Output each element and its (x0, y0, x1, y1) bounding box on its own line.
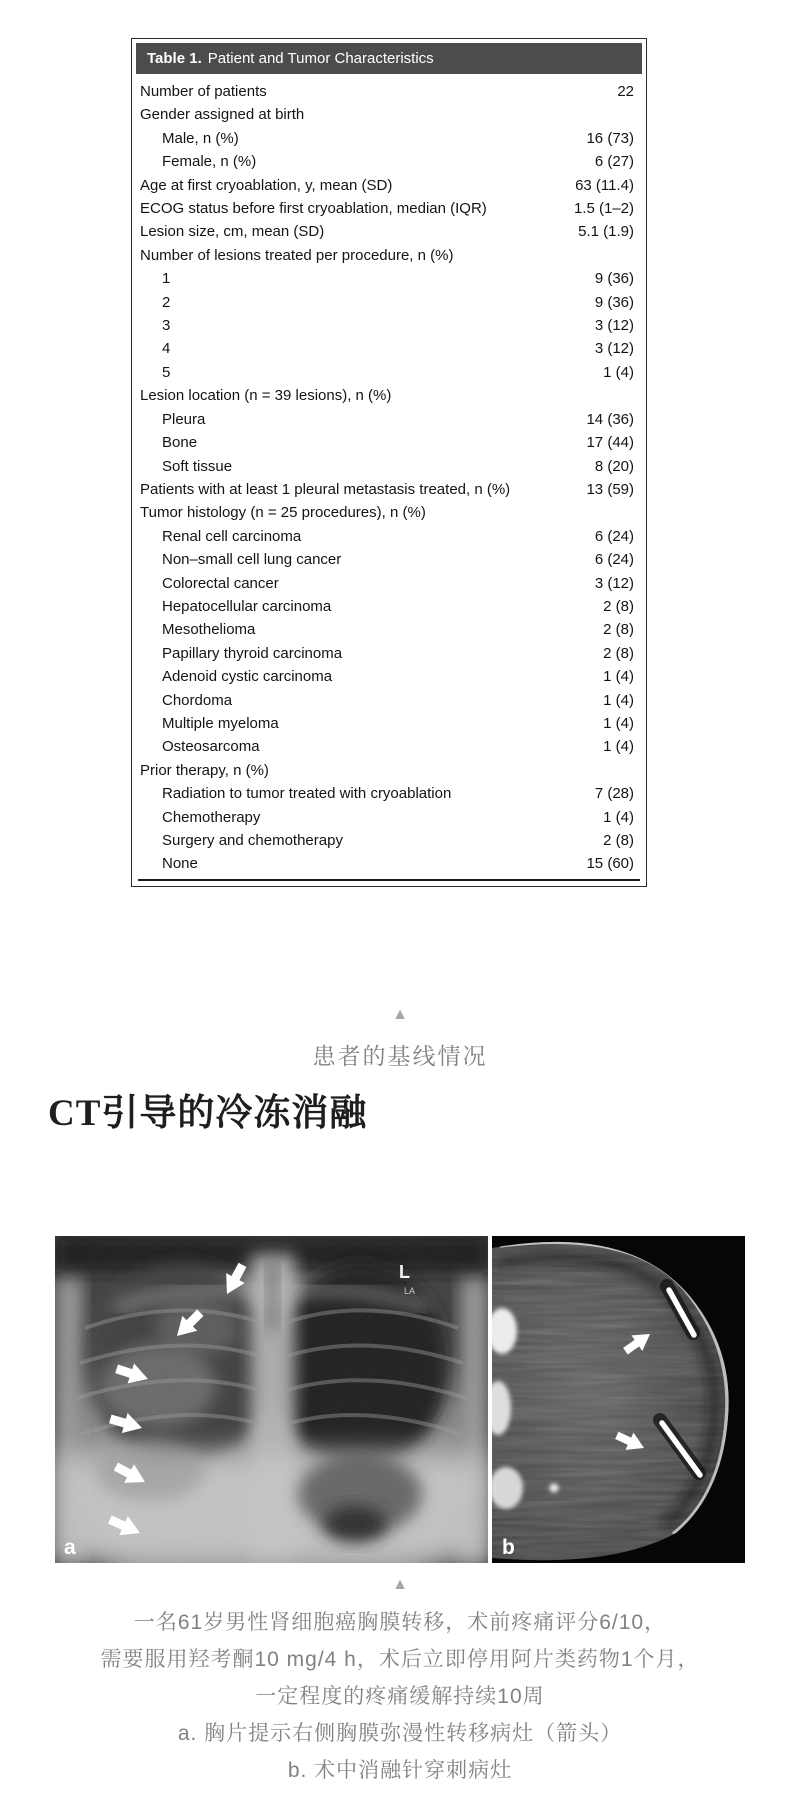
table-row (140, 174, 636, 197)
table-row (140, 735, 636, 758)
row-label: Bone (162, 434, 198, 452)
row-value: 2 (8) (603, 597, 634, 615)
row-value: 9 (36) (594, 270, 634, 288)
row-label: Hepatocellular carcinoma (162, 597, 332, 615)
row-value: 5.1 (1.9) (578, 223, 634, 241)
table-row (140, 197, 636, 220)
row-label: 2 (162, 293, 171, 311)
row-label: Surgery and chemotherapy (162, 832, 343, 849)
table-row (140, 103, 636, 126)
table-row (140, 665, 636, 688)
row-value: 22 (617, 83, 634, 100)
table-title-text: Patient and Tumor Characteristics (207, 50, 434, 67)
row-label: Lesion size, cm, mean (SD) (140, 223, 325, 241)
table-row (140, 595, 636, 618)
table-row (140, 431, 636, 454)
row-label: Adenoid cystic carcinoma (162, 668, 333, 686)
caption-line: 一名61岁男性肾细胞癌胸膜转移，术前疼痛评分6/10， (133, 1611, 667, 1634)
table-row (140, 80, 636, 103)
row-value: 15 (60) (586, 855, 634, 873)
caption-line: 一定程度的疼痛缓解持续10周 (255, 1685, 545, 1708)
row-label: Prior therapy, n (%) (140, 761, 269, 779)
row-value: 1 (4) (603, 691, 634, 709)
row-value: 2 (8) (603, 644, 634, 662)
row-value: 14 (36) (586, 410, 634, 428)
row-value: 63 (11.4) (575, 176, 634, 194)
row-label: Lesion location (n = 39 lesions), n (%) (140, 387, 392, 405)
table-row (140, 291, 636, 314)
row-value: 8 (20) (594, 457, 634, 475)
row-label: None (162, 855, 198, 873)
row-value: 13 (59) (586, 480, 634, 498)
table-row (140, 806, 636, 829)
table-row (140, 712, 636, 735)
row-label: ECOG status before first cryoablation, median (IQR) (140, 200, 487, 218)
table-row (140, 478, 636, 501)
ct-image (492, 1236, 745, 1563)
orientation-marker-L: L (399, 1262, 410, 1282)
table-row (140, 127, 636, 150)
patient-table (131, 38, 647, 887)
row-label: Mesothelioma (162, 621, 256, 639)
row-value: 9 (36) (594, 293, 634, 311)
row-value: 1 (4) (603, 714, 634, 732)
table-number: Table 1. (147, 50, 202, 67)
row-label: Chordoma (162, 691, 233, 709)
row-label: Renal cell carcinoma (162, 527, 302, 545)
row-label: Pleura (162, 410, 206, 428)
row-value: 17 (44) (586, 434, 634, 452)
row-label: 5 (162, 363, 171, 381)
row-label: Male, n (%) (162, 129, 239, 147)
row-value: 6 (24) (594, 527, 634, 545)
figure-images (55, 1236, 745, 1563)
table-row (140, 337, 636, 360)
row-value: 3 (12) (594, 574, 634, 592)
row-label: 4 (162, 340, 171, 358)
row-label: Radiation to tumor treated with cryoablation (162, 785, 452, 803)
row-value: 1 (4) (603, 738, 634, 756)
patient-table-figure (131, 38, 647, 887)
table-row (140, 408, 636, 431)
row-label: Non–small cell lung cancer (162, 551, 342, 569)
table-row (140, 572, 636, 595)
caption-line: 需要服用羟考酮10 mg/4 h，术后立即停用阿片类药物1个月， (100, 1648, 700, 1671)
table-row (140, 782, 636, 805)
xray-image (55, 1236, 488, 1563)
row-label: Patients with at least 1 pleural metastasis treated, n (%) (140, 480, 511, 498)
orientation-marker-LA: LA (404, 1286, 416, 1296)
table-body (136, 74, 642, 876)
caption-line: a. 胸片提示右侧胸膜弥漫性转移病灶（箭头） (177, 1722, 623, 1745)
row-label: 3 (162, 317, 171, 335)
table-row (140, 267, 636, 290)
figure-label-b: b (502, 1536, 515, 1559)
table-row (140, 384, 636, 407)
row-value: 6 (24) (594, 551, 634, 569)
row-value: 6 (27) (594, 153, 634, 171)
row-label: Female, n (%) (162, 153, 257, 171)
table-row (140, 361, 636, 384)
row-label: Age at first cryoablation, y, mean (SD) (140, 176, 393, 194)
table-row (140, 618, 636, 641)
row-value: 1 (4) (603, 808, 634, 826)
row-label: Colorectal cancer (162, 574, 279, 592)
row-value: 1.5 (1–2) (573, 200, 634, 218)
table-row (140, 548, 636, 571)
table-title (136, 43, 642, 74)
table-row (140, 220, 636, 243)
row-label: 1 (162, 270, 171, 288)
table-row (140, 829, 636, 852)
triangle-up-icon: ▲ (392, 1576, 408, 1593)
row-value: 2 (8) (603, 832, 634, 849)
row-label: Gender assigned at birth (140, 106, 305, 124)
table-row (140, 689, 636, 712)
row-value: 1 (4) (603, 363, 634, 381)
table-row (140, 642, 636, 665)
row-label: Tumor histology (n = 25 procedures), n (%) (140, 504, 426, 522)
table-row (140, 501, 636, 524)
figure-caption (0, 1576, 800, 1789)
row-value: 7 (28) (594, 785, 634, 803)
row-label: Papillary thyroid carcinoma (162, 644, 343, 662)
row-label: Number of patients (140, 83, 267, 100)
row-value: 2 (8) (603, 621, 634, 639)
row-label: Chemotherapy (162, 808, 261, 826)
triangle-up-icon: ▲ (392, 1006, 408, 1023)
figure-label-a: a (64, 1536, 76, 1559)
row-value: 1 (4) (603, 668, 634, 686)
row-value: 3 (12) (594, 340, 634, 358)
table-row (140, 314, 636, 337)
section-heading: CT引导的冷冻消融 (48, 1093, 368, 1134)
table-row (140, 852, 636, 875)
row-value: 3 (12) (594, 317, 634, 335)
table-row (140, 244, 636, 267)
table-row (140, 150, 636, 173)
row-value: 16 (73) (586, 129, 634, 147)
figure-caption-lines (0, 1604, 800, 1789)
row-label: Multiple myeloma (162, 714, 279, 732)
table-row (140, 759, 636, 782)
table-caption-text: 患者的基线情况 (312, 1043, 488, 1069)
row-label: Osteosarcoma (162, 738, 260, 756)
table-row (140, 455, 636, 478)
table-bottom-rule (138, 879, 640, 881)
row-label: Soft tissue (162, 457, 233, 475)
table-row (140, 525, 636, 548)
table-caption (0, 1006, 800, 1071)
caption-line: b. 术中消融针穿刺病灶 (287, 1759, 513, 1782)
row-label: Number of lesions treated per procedure, n (%) (140, 246, 454, 264)
